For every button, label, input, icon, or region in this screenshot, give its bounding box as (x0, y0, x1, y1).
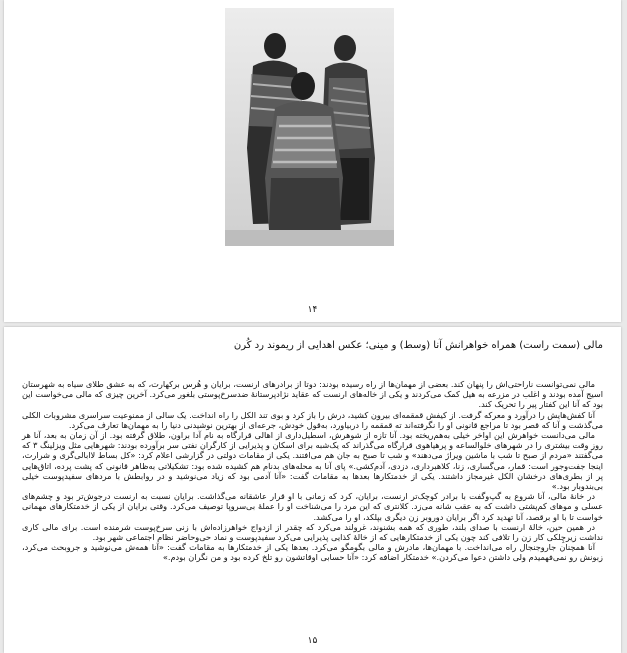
photo-three-women-icon (225, 8, 394, 246)
body-text (22, 379, 603, 563)
paragraph: آنا کفش‌هایش را درآورد و معرکه گرفت. از کیفش قمقمه‌ای بیرون کشید، درش را باز کرد و بوی تند الکل را راه انداخت. یک سالی از ممنوعیت سراسری مشروبات الکلی می‌گذشت و آنا که قصر بود تا مراجع قانونی او را نگرفته‌اند ته قمقمه را دربیاورد، به‌قول خودش، جرعه‌ای از بهترین نوشیدنی دنیا را به مهمان‌ها تعارف می‌کرد. (22, 409, 603, 430)
photo-caption: مالی (سمت راست) همراه خواهرانش آنا (وسط) و مینی؛ عکس اهدایی از ریموند رد کُرن (233, 340, 603, 351)
three-women-photo (225, 8, 394, 246)
paragraph: در همین حین، خالهٔ ارنست با صدای بلند، طوری که همه بشنوند، غرولند می‌کرد که چقدر از ازدواج خواهرزاده‌اش با زنی سرخ‌پوست شرمنده است. برای مالی کاری نداشت زیرچِلکی کار زن را تلافی کند چون یکی از خدمتکارهایی که از خالهٔ کذایی پذیرایی می‌کرد سفیدپوست و نماد حی‌وحاضر نظام اجتماعی شهر بود. (22, 521, 603, 543)
page-number: ۱۴ (307, 305, 318, 315)
bottom-page (4, 327, 621, 653)
paragraph: مالی می‌دانست خواهرش این اواخر خیلی به‌هم‌ریخته بود. آنا تازه از شوهرش، اسطیل‌داری از اهالی قرارگاه به نام آدا براون، طلاق گرفته بود. از آن زمان به بعد، آنا هر روز وقت بیشتری را در شهرهای خلوالساعه و پرهیاهوی قرارگاه می‌گذراند که یک‌شبه برای اسکان و پذیرایی از کارگران نفتی سر برآورده بودند: شهرهایی مثل ویزلینگ ۳ که می‌گفتند «مردم از صبح تا شب با ماشین ویراژ می‌دهند» و شب تا صبح به جان هم می‌افتند. یکی از مقامات دولتی در گزارشی اعلام کرد: «کل بساط لاابالی‌گری و شرارت، اینجا جفت‌وجور است: قمار، می‌گساری، زنا، کلاهبرداری، دزدی، آدم‌کشی.» پای آنا به محله‌های بدنام هم کشیده شده بود: تشکیلاتی به‌ظاهر قانونی که پشت پرده، اتاق‌هایی پر از بطری‌های درخشان الکل غیرمجاز داشتند. یکی از خدمتکارها بعدها به مقامات گفت: «آنا آدمی بود که زیاد می‌نوشید و در روابطش با مردهای سفیدپوست خیلی بی‌بندوبار بود.» (22, 430, 603, 492)
top-page (4, 0, 621, 322)
paragraph: مالی نمی‌توانست ناراحتی‌اش را پنهان کند. بعضی از مهمان‌ها از راه رسیده بودند: دوتا از برادرهای ارنست، برایان و هُرس برکهارت، که به عشق طلای سیاه به شهرستان اسیج آمده بودند و اغلب در مزرعه به هیل کمک می‌کردند و یکی از خاله‌های ارنست که عقاید نژادپرستانهٔ ضدسرخ‌پوستی بلغور می‌کرد. آخرین چیزی که مالی می‌خواست این بود که آنا این کفتار پیر را تحریک کند. (22, 379, 603, 410)
paragraph: در خانهٔ مالی، آنا شروع به گپ‌وگفت با برادر کوچک‌تر ارنست، برایان، کرد که زمانی با او قرار عاشقانه می‌گذاشت. برایان نسبت به ارنست درجوش‌تر بود و چشم‌های عسلی و موهای کم‌پشتی داشت که به عقب شانه می‌زد. کلانتری که این مرد را می‌شناخت او را عملهٔ بی‌سروپا توصیف می‌کرد. وقتی برایان از یکی از خدمتکارهای مهمانی خواست تا با او برقصد، آنا تهدید کرد اگر برایان دوروبر زن دیگری بپلکد، او را می‌کشد. (22, 491, 603, 522)
page-number: ۱۵ (307, 636, 318, 646)
paragraph: آنا همچنان جاروجنجال راه می‌انداخت. با مهمان‌ها، مادرش و مالی بگومگو می‌کرد. بعدها یکی از خدمتکارها به مقامات گفت: «آنا همه‌ش می‌نوشید و جروبحث می‌کرد، زبونش رو نمی‌فهمیدم ولی داشتن دعوا می‌کردن.» خدمتکار اضافه کرد: «آنا حسابی اوقاتشون رو تلخ کرده بود و من نگران بودم.» (22, 542, 603, 563)
